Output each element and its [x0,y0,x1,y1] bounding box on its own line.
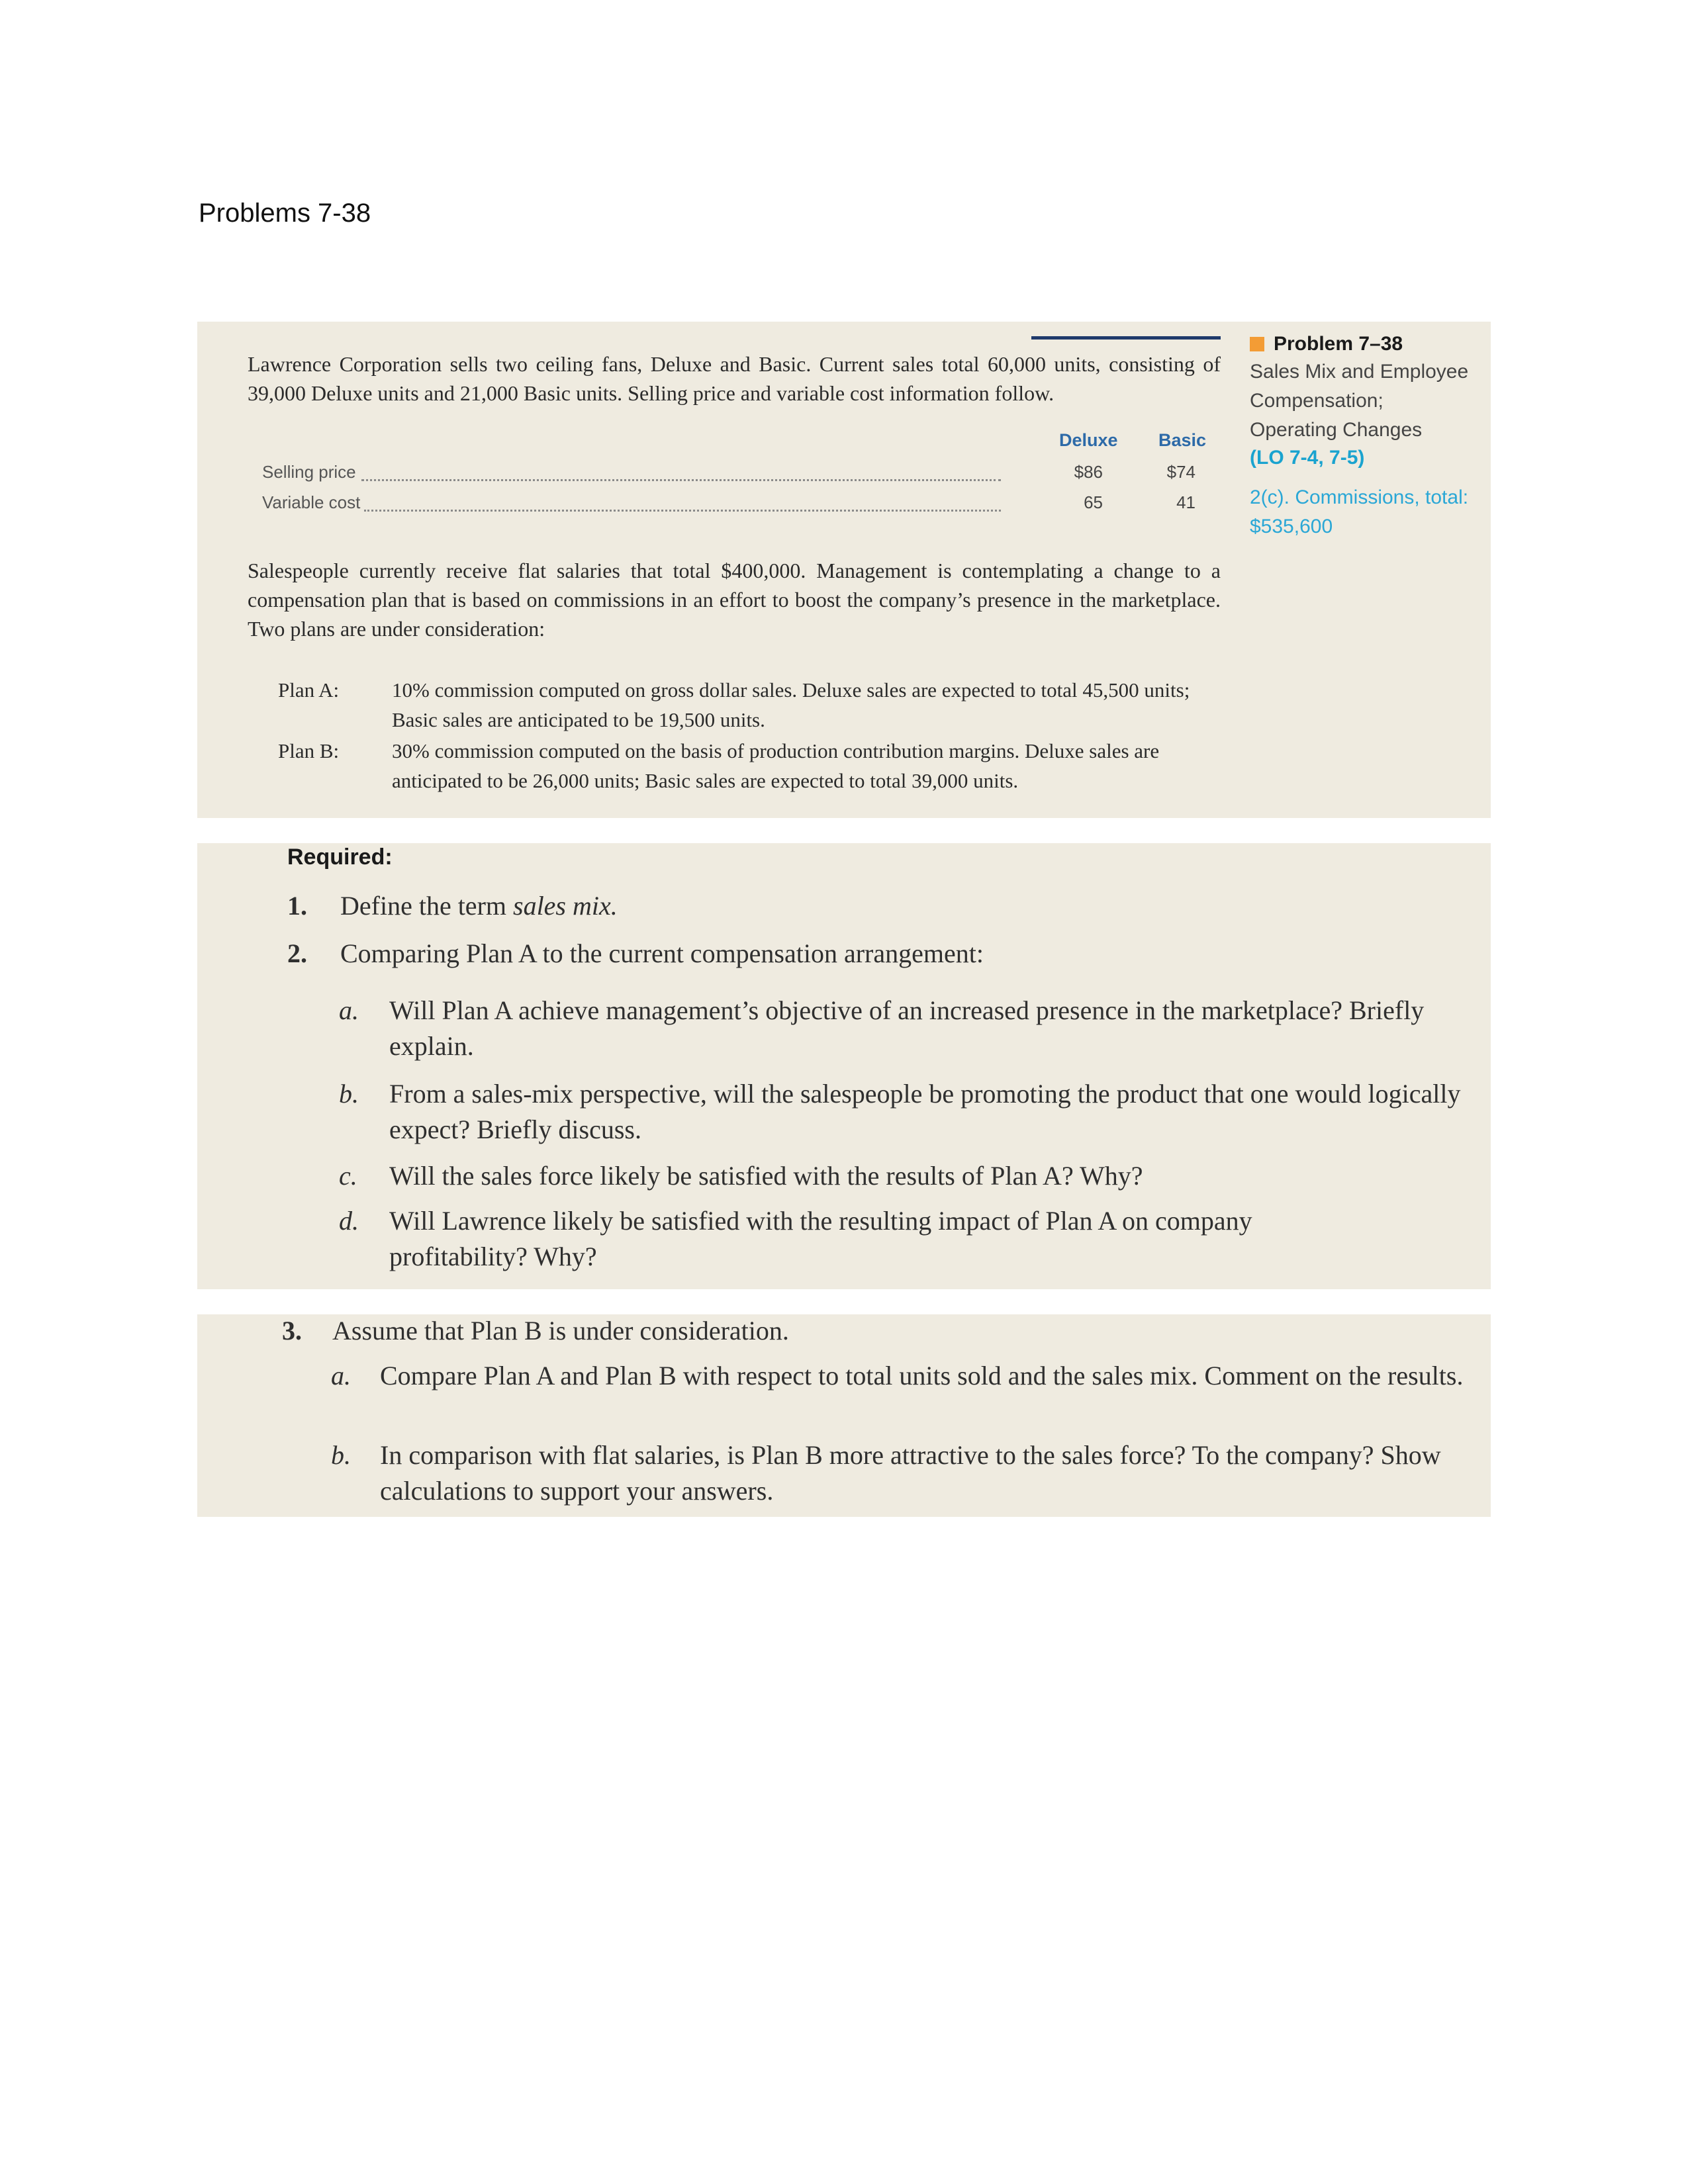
question-2c-text: Will the sales force likely be satisfied with the results of Plan A? Why? [389,1161,1143,1191]
cell-basic-selling-price: $74 [1166,462,1196,482]
question-3a-text: Compare Plan A and Plan B with respect to total units sold and the sales mix. Comment on the results. [380,1361,1464,1390]
question-3b [331,1437,1483,1510]
question-2d-letter: d. [339,1206,359,1236]
question-3a [331,1358,1483,1431]
cell-deluxe-variable-cost: 65 [1084,492,1103,512]
leader-dots [364,510,1001,512]
plan-b-text: 30% commission computed on the basis of production contribution margins. Deluxe sales are anticipated to be 26,000 units; Basic sales are expected to total 39,000 units. [392,739,1160,792]
question-2c-letter: c. [339,1161,357,1191]
sidebar-learning-objectives: (LO 7-4, 7-5) [1250,447,1365,469]
plan-a-label: Plan A: [278,678,340,702]
question-2b-text: From a sales-mix perspective, will the salespeople be promoting the product that one would logically expect? Briefly discuss. [389,1079,1461,1144]
sidebar-check-figure: 2(c). Commissions, total: $535,600 [1250,486,1469,537]
sidebar-topic: Sales Mix and Employee Compensation; Operating Changes [1250,361,1469,441]
question-2b [339,1076,1464,1149]
problem-intro: Lawrence Corporation sells two ceiling fans, Deluxe and Basic. Current sales total 60,000 units, consisting of 39,000 Deluxe units and 21,000 Basic units. Selling price and variable cost information follow. [248,352,1221,405]
cell-basic-variable-cost: 41 [1176,492,1196,512]
leader-dots [361,479,1001,481]
question-3b-letter: b. [331,1440,351,1470]
sidebar-title-text: Problem 7–38 [1274,333,1403,355]
margin-sidebar [1250,331,1475,541]
question-1-text [340,888,618,924]
question-2a-letter: a. [339,995,359,1025]
question-2d [339,1203,1385,1276]
cell-deluxe-selling-price: $86 [1074,462,1103,482]
question-3-text: Assume that Plan B is under consideration. [332,1316,789,1345]
question-1-prefix: Define the term [340,891,513,921]
row-label-variable-cost: Variable cost [262,492,361,512]
row-label-selling-price: Selling price [262,462,356,482]
page-heading: Problems 7-38 [199,199,371,228]
question-2a [339,993,1464,1066]
column-header-deluxe: Deluxe [1059,430,1118,450]
question-1-term: sales mix. [513,891,618,921]
question-2-number: 2. [287,938,307,968]
question-2a-text: Will Plan A achieve management’s objective of an increased presence in the marketplace? Briefly explain. [389,995,1425,1061]
required-label: Required: [287,844,393,870]
question-1-number: 1. [287,891,307,921]
question-3a-letter: a. [331,1361,351,1390]
question-3b-text: In comparison with flat salaries, is Plan B more attractive to the sales force? To the company? Show calculations to support your answers. [380,1440,1441,1506]
question-2d-text: Will Lawrence likely be satisfied with the resulting impact of Plan A on company profitability? Why? [389,1206,1252,1271]
question-2b-letter: b. [339,1079,359,1109]
problem-paragraph-2: Salespeople currently receive flat salaries that total $400,000. Management is contemplating a change to a compensation plan that is based on commissions in an effort to boost the company’s presence in the marketplace. Two plans are under consideration: [248,559,1221,641]
question-3-number: 3. [282,1316,302,1345]
column-header-basic: Basic [1158,430,1207,450]
sidebar-title [1250,331,1475,357]
header-rule [1031,336,1221,340]
plan-a-text: 10% commission computed on gross dollar sales. Deluxe sales are expected to total 45,500 units; Basic sales are anticipated to be 19,500 units. [392,678,1190,731]
plan-b-label: Plan B: [278,739,340,762]
question-2-text: Comparing Plan A to the current compensation arrangement: [340,938,984,968]
square-marker-icon [1250,337,1264,351]
cost-table [262,430,1222,523]
